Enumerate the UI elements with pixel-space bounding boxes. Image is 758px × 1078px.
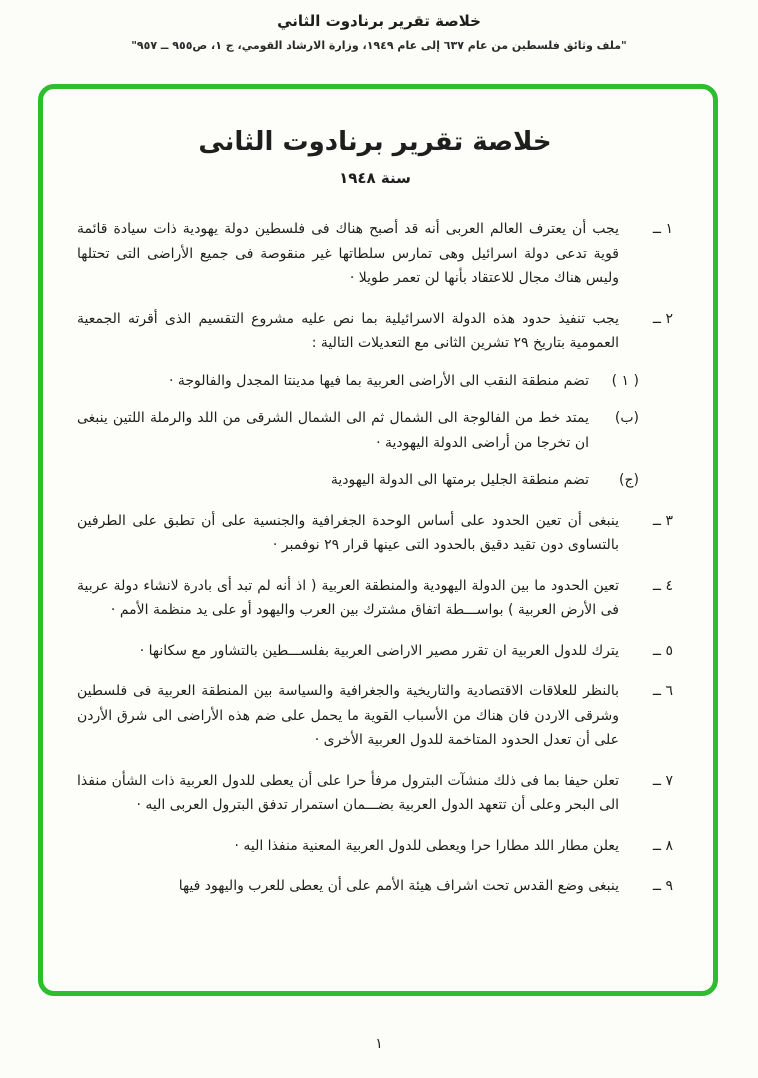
doc-item-6 [77, 679, 673, 753]
item-number: ٢ ــ [652, 310, 673, 327]
item-number: ٧ ــ [652, 772, 673, 789]
item-number: ٦ ــ [652, 683, 673, 699]
doc-item-9 [77, 874, 673, 899]
item-number: ١ ــ [652, 221, 673, 237]
item-text: يجب تنفيذ حدود هذه الدولة الاسرائيلية بما نص عليه مشروع التقسيم الذى أقرته الجمعية العمومية بتاريخ ٢٩ تشرين الثانى مع التعديلات التالية : [77, 310, 619, 351]
subitem-text: تضم منطقة الجليل برمتها الى الدولة اليهودية [330, 472, 589, 488]
item-text: تعين الحدود ما بين الدولة اليهودية والمنطقة العربية ( اذ أنه لم تبد أى بادرة لانشاء دولة عربية فى الأرض العربية ) بواســـطة اتفاق مشترك بين العرب واليهود أو على يد منظمة الأمم · [77, 577, 619, 618]
item-text: ينبغى وضع القدس تحت اشراف هيئة الأمم على أن يعطى للعرب واليهود فيها [178, 878, 619, 894]
doc-item-4 [77, 574, 673, 623]
doc-item-2-sub-c [77, 468, 639, 493]
subitem-label: (ج) [619, 472, 639, 488]
doc-item-5 [77, 639, 673, 664]
doc-item-8 [77, 834, 673, 859]
document-year: سنة ١٩٤٨ [339, 169, 411, 187]
doc-item-2-sub-b [77, 406, 639, 455]
item-text: يجب أن يعترف العالم العربى أنه قد أصبح هناك فى فلسطين دولة يهودية ذات سيادة قائمة قوية تدعى دولة اسرائيل وهى تمارس سلطاتها غير منقوصة فى جميع الأراضى التى تحتلها وليس هناك مجال للاعتقاد بأنها لن تعمر طويلا · [77, 221, 619, 286]
item-number: ٣ ــ [652, 512, 673, 529]
doc-item-7 [77, 769, 673, 818]
item-number: ٥ ــ [652, 642, 673, 659]
doc-item-3 [77, 509, 673, 558]
item-text: بالنظر للعلاقات الاقتصادية والتاريخية والجغرافية والسياسة بين المنطقة العربية فى فلسطين وشرقى الاردن فان هناك من الأسباب القوية ما يحمل على ضم هذه الأراضى الى شرق الأردن على أن تعدل الحدود المتاخمة للدول العربية الأخرى · [77, 683, 619, 748]
document-frame [38, 84, 718, 996]
item-number: ٩ ــ [652, 878, 673, 894]
page-number: ١ [375, 1036, 383, 1052]
doc-item-2 [77, 307, 673, 356]
subitem-text: تضم منطقة النقب الى الأراضى العربية بما فيها مدينتا المجدل والفالوجة · [168, 372, 589, 389]
header-source-line: "ملف وثائق فلسطين من عام ٦٣٧ إلى عام ١٩٤٩، وزارة الارشاد القومي، ج ١، ص٩٥٥ ــ ٩٥٧" [131, 39, 627, 52]
item-text: يترك للدول العربية ان تقرر مصير الاراضى العربية بفلســـطين بالتشاور مع سكانها · [139, 642, 619, 659]
item-number: ٨ ــ [652, 837, 673, 854]
subitem-label: ( ١ ) [611, 372, 639, 389]
page-footer [0, 1036, 758, 1052]
header-title: خلاصة تقرير برنادوت الثاني [277, 12, 481, 30]
page-header [0, 12, 758, 52]
item-text: تعلن حيفا بما فى ذلك منشآت البترول مرفأ حرا على أن يعطى للدول العربية ذات الشأن منفذا الى البحر وعلى أن تتعهد الدول العربية بضـــمان استمرار تدفق البترول العربى اليه · [77, 772, 619, 813]
subitem-text: يمتد خط من الفالوجة الى الشمال ثم الى الشمال الشرقى من اللد والرملة اللتين ينبغى ان تخرجا من أراضى الدولة اليهودية · [77, 410, 589, 451]
item-text: يعلن مطار اللد مطارا حرا ويعطى للدول العربية المعنية منفذا اليه · [234, 837, 619, 854]
doc-item-1 [77, 217, 673, 291]
doc-item-2-sub-a [77, 369, 639, 394]
subitem-label: (ب) [614, 410, 639, 426]
document-title: خلاصة تقرير برنادوت الثانى [198, 127, 552, 157]
item-number: ٤ ــ [652, 577, 673, 594]
item-text: ينبغى أن تعين الحدود على أساس الوحدة الجغرافية والجنسية على أن تطبق على الطرفين بالتساوى دون تقيد دقيق بالحدود التى عينها قرار ٢٩ نوفمبر · [77, 512, 619, 553]
